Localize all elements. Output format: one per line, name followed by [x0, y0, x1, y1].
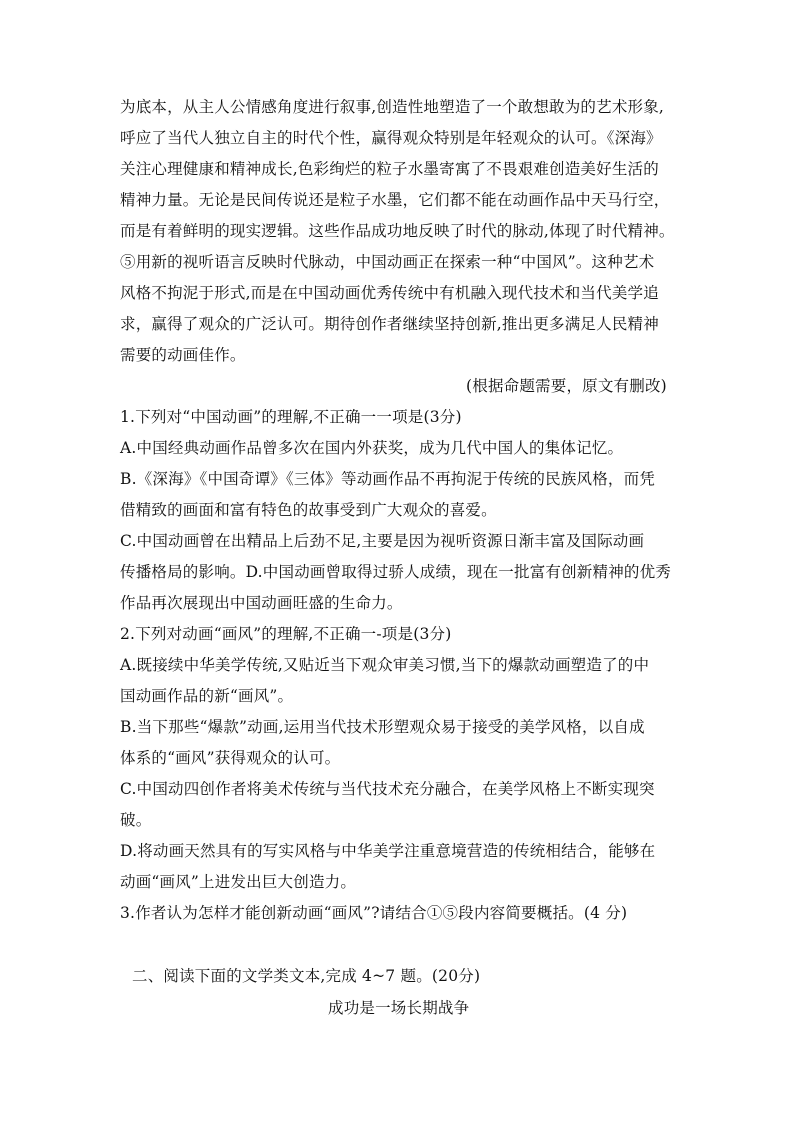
- question-line: D.将动画天然具有的写实风格与中华美学注重意境营造的传统相结合，能够在: [120, 842, 656, 860]
- question-line: 1.下列对“中国动画”的理解,不正确一一项是(3分): [120, 408, 462, 426]
- passage-line: 需要的动画佳作。: [120, 346, 246, 364]
- question-line: B.当下那些“爆款”动画,运用当代技术形塑观众易于接受的美学风格，以自成: [120, 718, 645, 736]
- question-line: 2.下列对动画“画风”的理解,不正确一-项是(3分): [120, 625, 452, 643]
- passage-line: 而是有着鲜明的现实逻辑。这些作品成功地反映了时代的脉动,体现了时代精神。: [120, 222, 675, 240]
- question-line: 破。: [120, 811, 152, 829]
- passage-line: 精神力量。无论是民间传说还是粒子水墨，它们都不能在动画作品中天马行空，: [120, 191, 670, 209]
- passage-line: 求，赢得了观众的广泛认可。期待创作者继续坚持创新,推出更多满足人民精神: [120, 315, 659, 333]
- passage-line: 风格不拘泥于形式,而是在中国动画优秀传统中有机融入现代技术和当代美学追: [120, 284, 659, 302]
- question-line: 作品再次展现出中国动画旺盛的生命力。: [120, 594, 403, 612]
- passage-line: 关注心理健康和精神成长,色彩绚烂的粒子水墨寄寓了不畏艰难创造美好生活的: [120, 160, 659, 178]
- question-line: 体系的“画风”获得观众的认可。: [120, 749, 341, 767]
- question-line: 借精致的画面和富有特色的故事受到广大观众的喜爱。: [120, 501, 497, 519]
- passage-line: 为底本，从主人公情感角度进行叙事,创造性地塑造了一个敢想敢为的艺术形象,: [120, 98, 665, 116]
- question-line: A.中国经典动画作品曾多次在国内外获奖，成为几代中国人的集体记忆。: [120, 439, 624, 457]
- question-line: 传播格局的影响。D.中国动画曾取得过骄人成绩，现在一批富有创新精神的优秀: [120, 563, 672, 581]
- question-line: B.《深海》《中国奇谭》《三体》等动画作品不再拘泥于传统的民族风格，而凭: [120, 470, 656, 488]
- question-line: A.既接续中华美学传统,又贴近当下观众审美习惯,当下的爆款动画塑造了的中: [120, 656, 650, 674]
- section-heading: 二、阅读下面的文学类文本,完成 4~7 题。(20分): [132, 967, 481, 985]
- question-line: 3.作者认为怎样才能创新动画“画风”?请结合①⑤段内容简要概括。(4 分): [120, 904, 628, 922]
- passage-line: ⑤用新的视听语言反映时代脉动，中国动画正在探索一种“中国风”。这种艺术: [120, 253, 655, 271]
- passage-line: 呼应了当代人独立自主的时代个性，赢得观众特别是年轻观众的认可。《深海》: [120, 129, 662, 147]
- story-title: 成功是一场长期战争: [328, 999, 470, 1017]
- question-line: C.中国动四创作者将美术传统与当代技术充分融合，在美学风格上不断实现突: [120, 780, 655, 798]
- question-line: 国动画作品的新“画风”。: [120, 687, 294, 705]
- source-note: (根据命题需要，原文有删改): [466, 377, 667, 395]
- question-line: 动画“画风”上进发出巨大创造力。: [120, 873, 357, 891]
- question-line: C.中国动画曾在出精品上后劲不足,主要是因为视听资源日渐丰富及国际动画: [120, 532, 645, 550]
